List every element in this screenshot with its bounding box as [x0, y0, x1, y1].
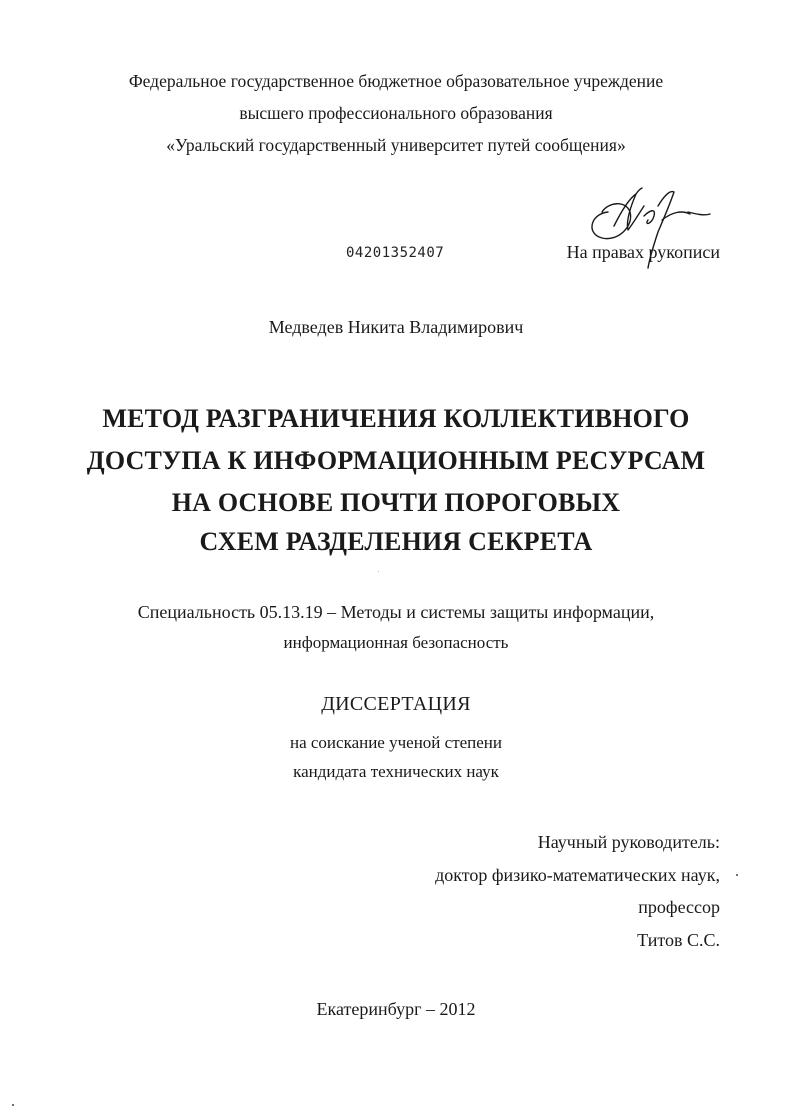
title-line-1: МЕТОД РАЗГРАНИЧЕНИЯ КОЛЛЕКТИВНОГО [102, 404, 690, 433]
institution-line-1: Федеральное государственное бюджетное образовательное учреждение [128, 71, 664, 91]
title-line-2: ДОСТУПА К ИНФОРМАЦИОННЫМ РЕСУРСАМ [86, 446, 706, 475]
supervisor-label: Научный руководитель: [537, 832, 720, 852]
supervisor-name: Титов С.С. [637, 930, 720, 950]
scan-speck [736, 874, 738, 876]
catalog-number: 04201352407 [346, 245, 445, 261]
title-line-3: НА ОСНОВЕ ПОЧТИ ПОРОГОВЫХ [171, 488, 621, 517]
institution-line-3: «Уральский государственный университет путей сообщения» [166, 135, 626, 155]
title-line-4: СХЕМ РАЗДЕЛЕНИЯ СЕКРЕТА [199, 527, 593, 556]
specialty-line-1: Специальность 05.13.19 – Методы и системы защиты информации, [137, 602, 655, 622]
dissertation-heading: ДИССЕРТАЦИЯ [321, 693, 471, 715]
scan-speck [12, 1104, 14, 1106]
dissertation-degree-line-2: кандидата технических наук [293, 762, 499, 781]
author-name: Медведев Никита Владимирович [268, 317, 524, 337]
scan-speck [378, 571, 379, 572]
handwritten-signature [578, 182, 718, 274]
city-year: Екатеринбург – 2012 [316, 999, 476, 1019]
manuscript-note: На правах рукописи [566, 242, 720, 262]
institution-line-2: высшего профессионального образования [239, 103, 553, 123]
supervisor-degree: доктор физико-математических наук, [435, 865, 720, 885]
specialty-line-2: информационная безопасность [283, 633, 509, 652]
supervisor-rank: профессор [638, 897, 720, 917]
dissertation-degree-line-1: на соискание ученой степени [289, 733, 503, 752]
